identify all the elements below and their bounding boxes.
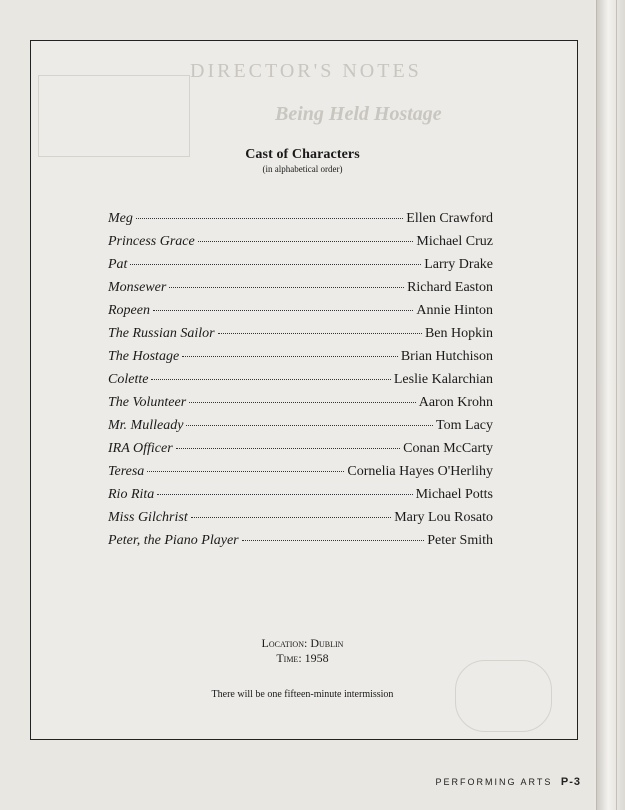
dot-leader xyxy=(151,378,390,380)
cast-row xyxy=(108,395,493,418)
cast-row xyxy=(108,326,493,349)
role-name: Miss Gilchrist xyxy=(108,510,188,525)
cast-row xyxy=(108,510,493,533)
cast-row xyxy=(108,211,493,234)
cast-row xyxy=(108,372,493,395)
actor-name: Leslie Kalarchian xyxy=(393,372,493,387)
actor-name: Michael Cruz xyxy=(416,234,493,249)
time-line xyxy=(0,651,605,666)
cast-row xyxy=(108,257,493,280)
role-name: Ropeen xyxy=(108,303,150,318)
page-number: P-3 xyxy=(560,776,581,788)
cast-row xyxy=(108,349,493,372)
role-name: Rio Rita xyxy=(108,487,155,502)
role-name: The Volunteer xyxy=(108,395,187,410)
dot-leader xyxy=(182,355,398,357)
actor-name: Peter Smith xyxy=(427,533,493,548)
cast-row xyxy=(108,533,493,556)
actor-name: Tom Lacy xyxy=(436,418,493,433)
role-name: The Hostage xyxy=(108,349,180,364)
dot-leader xyxy=(191,516,392,518)
dot-leader xyxy=(186,424,433,426)
location-value: Dublin xyxy=(310,636,344,650)
cast-title: Cast of Characters xyxy=(245,147,360,162)
cast-row xyxy=(108,280,493,303)
role-name: Meg xyxy=(108,211,133,226)
dot-leader xyxy=(169,286,404,288)
dot-leader xyxy=(147,470,344,472)
cast-row xyxy=(108,441,493,464)
dot-leader xyxy=(176,447,401,449)
publication-name: PERFORMING ARTS xyxy=(435,777,553,787)
intermission-note: There will be one fifteen-minute intermission xyxy=(211,689,394,700)
role-name: The Russian Sailor xyxy=(108,326,215,341)
page-footer xyxy=(436,776,582,788)
dot-leader xyxy=(130,263,421,265)
actor-name: Conan McCarty xyxy=(403,441,493,456)
dot-leader xyxy=(218,332,422,334)
actor-name: Michael Potts xyxy=(415,487,493,502)
dot-leader xyxy=(198,240,414,242)
dot-leader xyxy=(242,539,425,541)
location-line xyxy=(0,636,605,651)
time-label: Time: xyxy=(276,651,302,665)
role-name: Colette xyxy=(108,372,149,387)
role-name: Monsewer xyxy=(108,280,167,295)
dot-leader xyxy=(136,217,403,219)
cast-subtitle: (in alphabetical order) xyxy=(262,164,343,174)
actor-name: Ben Hopkin xyxy=(424,326,493,341)
dot-leader xyxy=(157,493,412,495)
role-name: IRA Officer xyxy=(108,441,173,456)
dot-leader xyxy=(153,309,413,311)
cast-row xyxy=(108,418,493,441)
show-through-subheading: Being Held Hostage xyxy=(275,103,442,125)
role-name: Peter, the Piano Player xyxy=(108,533,239,548)
location-label: Location: xyxy=(261,636,308,650)
cast-row xyxy=(108,234,493,257)
actor-name: Aaron Krohn xyxy=(418,395,493,410)
actor-name: Brian Hutchison xyxy=(400,349,493,364)
actor-name: Cornelia Hayes O'Herlihy xyxy=(347,464,493,479)
show-through-heading: DIRECTOR'S NOTES xyxy=(190,60,422,82)
role-name: Princess Grace xyxy=(108,234,195,249)
dot-leader xyxy=(189,401,416,403)
cast-list xyxy=(108,211,493,556)
cast-row xyxy=(108,303,493,326)
actor-name: Mary Lou Rosato xyxy=(394,510,493,525)
role-name: Pat xyxy=(108,257,128,272)
actor-name: Annie Hinton xyxy=(416,303,493,318)
actor-name: Ellen Crawford xyxy=(406,211,493,226)
role-name: Teresa xyxy=(108,464,145,479)
cast-row xyxy=(108,487,493,510)
actor-name: Richard Easton xyxy=(407,280,493,295)
cast-row xyxy=(108,464,493,487)
actor-name: Larry Drake xyxy=(424,257,493,272)
role-name: Mr. Mulleady xyxy=(108,418,184,433)
time-value: 1958 xyxy=(304,651,329,665)
